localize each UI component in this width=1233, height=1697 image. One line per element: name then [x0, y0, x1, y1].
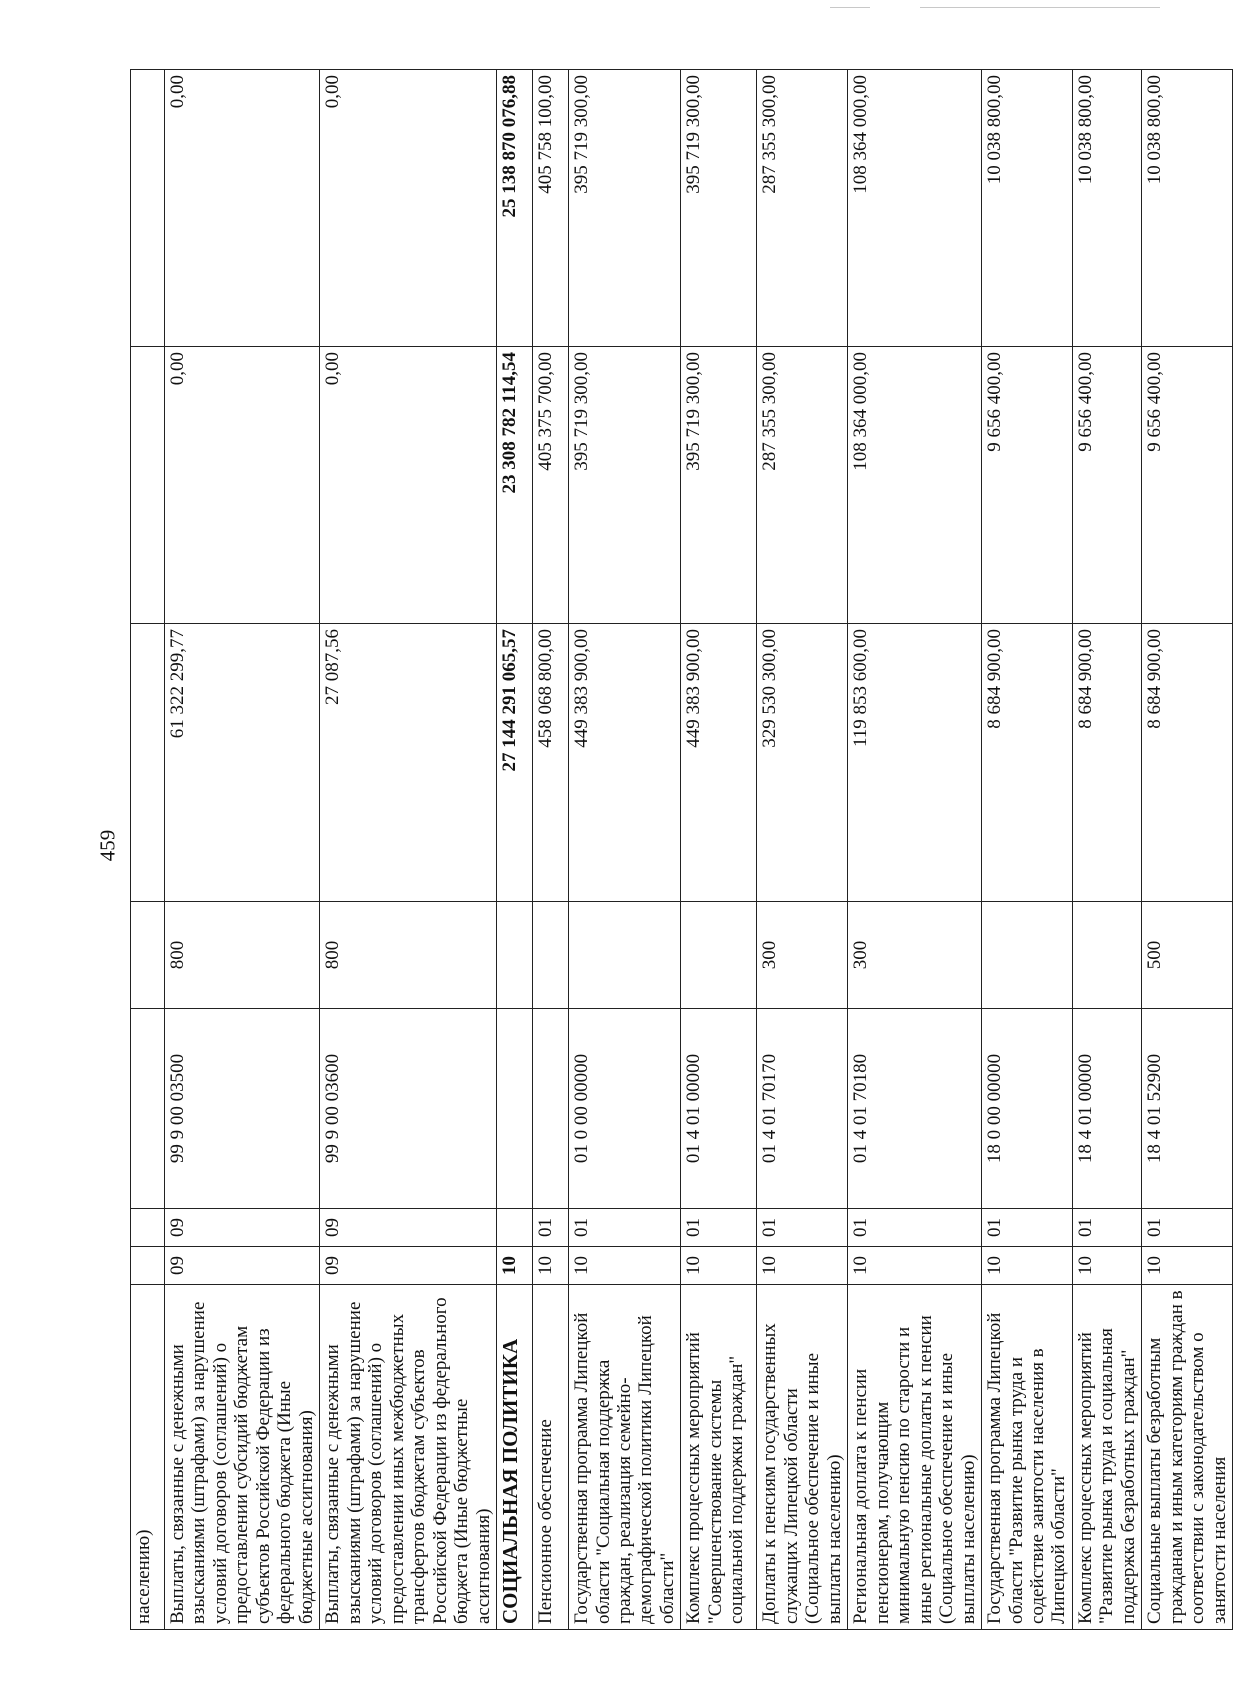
target-article-code: 01 4 01 70180 — [848, 1009, 982, 1209]
amount-3 — [131, 70, 165, 347]
section-code: 10 — [1072, 1247, 1141, 1285]
row-name: Доплаты к пенсиям государственных служащих Липецкой области (Социальное обеспечение и иные выплаты населению) — [757, 1285, 848, 1630]
row-name: Комплекс процессных мероприятий "Совершенствование системы социальной поддержки граждан" — [681, 1285, 757, 1630]
amount-2: 108 364 000,00 — [848, 347, 982, 624]
amount-1: 27 087,56 — [320, 624, 497, 902]
target-article-code: 99 9 00 03500 — [165, 1009, 320, 1209]
target-article-code: 18 4 01 00000 — [1072, 1009, 1141, 1209]
row-name: Социальные выплаты безработным гражданам и иным категориям граждан в соответствии с законодательством о занятости населения — [1142, 1285, 1233, 1630]
expense-type-code — [1072, 902, 1141, 1009]
target-article-code: 99 9 00 03600 — [320, 1009, 497, 1209]
table-row — [982, 70, 1073, 1630]
amount-2: 405 375 700,00 — [533, 347, 569, 624]
table-row-section-total — [497, 70, 533, 1630]
amount-1: 458 068 800,00 — [533, 624, 569, 902]
subsection-code: 09 — [165, 1209, 320, 1247]
amount-1: 329 530 300,00 — [757, 624, 848, 902]
section-code: 10 — [848, 1247, 982, 1285]
amount-2: 9 656 400,00 — [1072, 347, 1141, 624]
row-name: населению) — [131, 1285, 165, 1630]
amount-1 — [131, 624, 165, 902]
amount-1: 61 322 299,77 — [165, 624, 320, 902]
subsection-code: 01 — [982, 1209, 1073, 1247]
expense-type-code: 500 — [1142, 902, 1233, 1009]
amount-3: 0,00 — [320, 70, 497, 347]
row-name: Выплаты, связанные с денежными взысканиями (штрафами) за нарушение условий договоров (соглашений) о предоставлении иных межбюджетных трансфертов бюджетам субъектов Российской Федерации из федерального бюджета (Иные бюджетные ассигнования) — [320, 1285, 497, 1630]
amount-3: 287 355 300,00 — [757, 70, 848, 347]
expense-type-code — [681, 902, 757, 1009]
amount-2: 395 719 300,00 — [569, 347, 681, 624]
expense-type-code — [982, 902, 1073, 1009]
amount-3: 10 038 800,00 — [1072, 70, 1141, 347]
table-row — [165, 70, 320, 1630]
row-name: Пенсионное обеспечение — [533, 1285, 569, 1630]
target-article-code: 01 0 00 00000 — [569, 1009, 681, 1209]
amount-3: 10 038 800,00 — [982, 70, 1073, 347]
amount-2: 287 355 300,00 — [757, 347, 848, 624]
table-row — [757, 70, 848, 1630]
table-row — [681, 70, 757, 1630]
amount-1: 449 383 900,00 — [681, 624, 757, 902]
target-article-code: 01 4 01 00000 — [681, 1009, 757, 1209]
table-row — [533, 70, 569, 1630]
section-code: 10 — [757, 1247, 848, 1285]
target-article-code — [533, 1009, 569, 1209]
row-name: Государственная программа Липецкой области "Развитие рынка труда и содействие занятости населения в Липецкой области" — [982, 1285, 1073, 1630]
table-row — [1072, 70, 1141, 1630]
amount-2: 0,00 — [320, 347, 497, 624]
budget-table — [130, 69, 1233, 1630]
amount-1: 8 684 900,00 — [1072, 624, 1141, 902]
amount-1: 8 684 900,00 — [982, 624, 1073, 902]
amount-3: 108 364 000,00 — [848, 70, 982, 347]
subsection-code: 09 — [320, 1209, 497, 1247]
row-name: СОЦИАЛЬНАЯ ПОЛИТИКА — [497, 1285, 533, 1630]
target-article-code: 18 0 00 00000 — [982, 1009, 1073, 1209]
section-code — [131, 1247, 165, 1285]
target-article-code: 18 4 01 52900 — [1142, 1009, 1233, 1209]
scan-edge-mark-2 — [920, 7, 1160, 8]
expense-type-code: 800 — [165, 902, 320, 1009]
amount-2: 23 308 782 114,54 — [497, 347, 533, 624]
target-article-code — [131, 1009, 165, 1209]
section-code: 09 — [165, 1247, 320, 1285]
section-code: 10 — [497, 1247, 533, 1285]
table-row — [131, 70, 165, 1630]
subsection-code — [497, 1209, 533, 1247]
section-code: 10 — [681, 1247, 757, 1285]
row-name: Комплекс процессных мероприятий "Развитие рынка труда и социальная поддержка безработных граждан" — [1072, 1285, 1141, 1630]
row-name: Государственная программа Липецкой области "Социальная поддержка граждан, реализация семейно-демографической политики Липецкой области" — [569, 1285, 681, 1630]
amount-1: 119 853 600,00 — [848, 624, 982, 902]
section-code: 10 — [533, 1247, 569, 1285]
target-article-code: 01 4 01 70170 — [757, 1009, 848, 1209]
section-code: 09 — [320, 1247, 497, 1285]
table-row — [320, 70, 497, 1630]
subsection-code: 01 — [533, 1209, 569, 1247]
subsection-code: 01 — [569, 1209, 681, 1247]
section-code: 10 — [982, 1247, 1073, 1285]
amount-1: 8 684 900,00 — [1142, 624, 1233, 902]
expense-type-code: 300 — [757, 902, 848, 1009]
amount-2: 9 656 400,00 — [1142, 347, 1233, 624]
expense-type-code: 800 — [320, 902, 497, 1009]
section-code: 10 — [569, 1247, 681, 1285]
subsection-code: 01 — [1142, 1209, 1233, 1247]
amount-2: 0,00 — [165, 347, 320, 624]
amount-3: 405 758 100,00 — [533, 70, 569, 347]
section-code: 10 — [1142, 1247, 1233, 1285]
subsection-code: 01 — [1072, 1209, 1141, 1247]
scan-edge-mark-1 — [830, 7, 870, 8]
table-body — [131, 70, 1233, 1630]
expense-type-code — [131, 902, 165, 1009]
table-row — [1142, 70, 1233, 1630]
amount-1: 27 144 291 065,57 — [497, 624, 533, 902]
page-number: 459 — [95, 829, 120, 862]
expense-type-code — [533, 902, 569, 1009]
subsection-code: 01 — [681, 1209, 757, 1247]
subsection-code: 01 — [757, 1209, 848, 1247]
rotated-table-container — [130, 70, 1230, 1630]
amount-3: 25 138 870 076,88 — [497, 70, 533, 347]
table-row — [569, 70, 681, 1630]
amount-1: 449 383 900,00 — [569, 624, 681, 902]
amount-3: 395 719 300,00 — [681, 70, 757, 347]
amount-2 — [131, 347, 165, 624]
amount-2: 9 656 400,00 — [982, 347, 1073, 624]
amount-3: 10 038 800,00 — [1142, 70, 1233, 347]
target-article-code — [497, 1009, 533, 1209]
row-name: Региональная доплата к пенсии пенсионерам, получающим минимальную пенсию по старости и иные региональные доплаты к пенсии (Социальное обеспечение и иные выплаты населению) — [848, 1285, 982, 1630]
expense-type-code — [497, 902, 533, 1009]
row-name: Выплаты, связанные с денежными взысканиями (штрафами) за нарушение условий договоров (соглашений) о предоставлении субсидий бюджетам субъектов Российской Федерации из федерального бюджета (Иные бюджетные ассигнования) — [165, 1285, 320, 1630]
expense-type-code — [569, 902, 681, 1009]
amount-3: 0,00 — [165, 70, 320, 347]
subsection-code: 01 — [848, 1209, 982, 1247]
table-row — [848, 70, 982, 1630]
amount-2: 395 719 300,00 — [681, 347, 757, 624]
subsection-code — [131, 1209, 165, 1247]
amount-3: 395 719 300,00 — [569, 70, 681, 347]
expense-type-code: 300 — [848, 902, 982, 1009]
